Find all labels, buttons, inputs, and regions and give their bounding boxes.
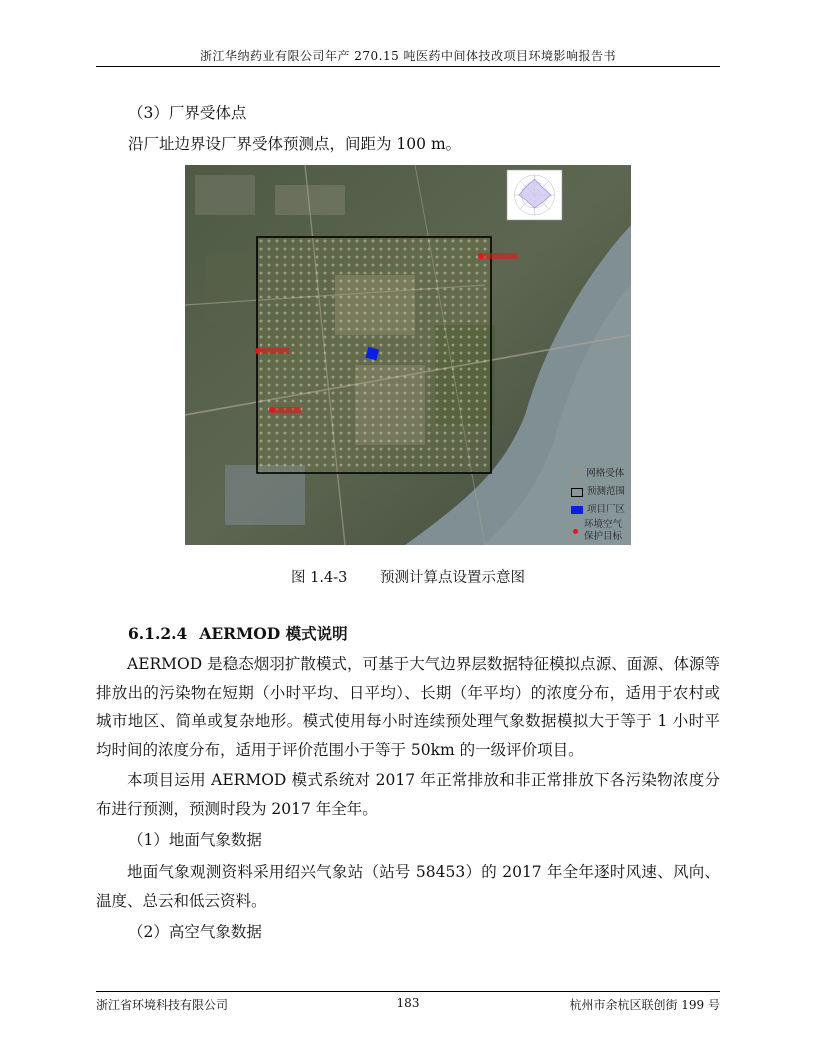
section-number: 6.1.2.4 — [128, 624, 188, 643]
legend-range-label: 预测范围 — [587, 486, 626, 497]
subheading-upper-air-met: （2）高空气象数据 — [128, 923, 262, 941]
footer-company: 浙江省环境科技有限公司 — [96, 998, 229, 1012]
wind-rose-inset — [507, 170, 562, 220]
range-box-icon — [571, 488, 583, 497]
grid-receptor-icon: + — [571, 467, 581, 480]
legend-target-label-1: 环境空气 — [584, 519, 623, 530]
page-number: 183 — [396, 996, 420, 1010]
receptor-text: 沿厂址边界设厂界受体预测点，间距为 100 m。 — [128, 135, 462, 153]
legend-grid-label: 网格受体 — [586, 468, 625, 479]
header-rule — [96, 66, 720, 67]
map-legend — [571, 465, 651, 543]
legend-target-label-2: 保护目标 — [584, 531, 623, 542]
legend-site-label: 项目厂区 — [587, 504, 626, 515]
receptor-heading: （3）厂界受体点 — [128, 104, 247, 122]
aermod-paragraph-2: 本项目运用 AERMOD 模式系统对 2017 年正常排放和非正常排放下各污染物浓度分布进行预测，预测时段为 2017 年全年。 — [96, 771, 720, 818]
section-heading — [128, 622, 360, 644]
aermod-paragraph-3: 地面气象观测资料采用绍兴气象站（站号 58453）的 2017 年全年逐时风速、风向、温度、总云和低云资料。 — [96, 863, 720, 910]
aermod-paragraph-1: AERMOD 是稳态烟羽扩散模式，可基于大气边界层数据特征模拟点源、面源、体源等排放出的污染物在短期（小时平均、日平均）、长期（年平均）的浓度分布，适用于农村或城市地区、简单或复杂地形。模式使用每小时连续预处理气象数据模拟大于等于 1 小时平均时间的浓度分布，适用于评价范围小于等于 50km 的一级评价项目。 — [96, 655, 720, 759]
footer-rule — [96, 991, 720, 992]
page-header: 浙江华纳药业有限公司年产 270.15 吨医药中间体技改项目环境影响报告书 — [199, 49, 617, 63]
protection-target-marker — [255, 348, 261, 354]
protection-target-marker — [269, 407, 275, 413]
section-title: AERMOD 模式说明 — [199, 624, 348, 643]
satellite-map — [185, 165, 631, 545]
target-dot-icon — [573, 529, 578, 534]
site-square-icon — [571, 506, 583, 514]
subheading-surface-met: （1）地面气象数据 — [128, 831, 262, 849]
figure-number: 图 1.4-3 — [291, 570, 348, 586]
figure-title: 预测计算点设置示意图 — [379, 570, 525, 586]
protection-target-marker — [478, 253, 484, 259]
footer-address: 杭州市余杭区联创街 199 号 — [569, 998, 720, 1012]
prediction-map-figure — [185, 165, 631, 545]
figure-caption — [0, 566, 816, 587]
